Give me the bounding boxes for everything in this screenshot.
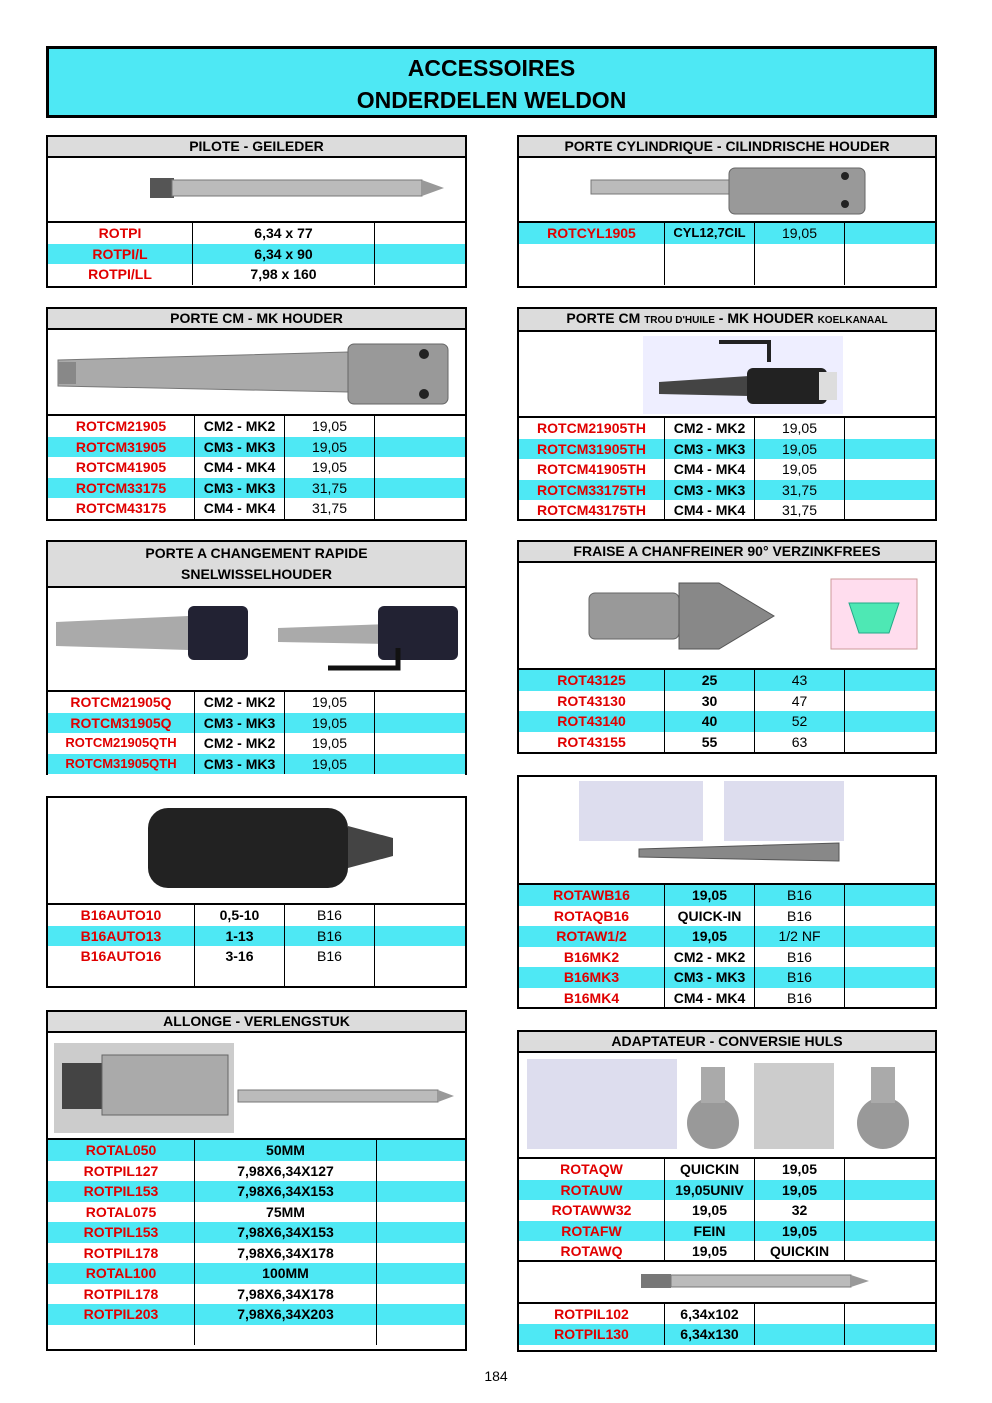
table-row[interactable]: B16MK2 CM2 - MK2 B16	[519, 947, 935, 968]
table-row[interactable]: ROT43140 40 52	[519, 711, 935, 732]
oil-hole-holder-icon	[519, 332, 935, 418]
extension-image	[48, 1033, 465, 1140]
table-row[interactable]: ROTCM21905 CM2 - MK2 19,05	[48, 416, 465, 437]
pilot-long-icon	[519, 1262, 935, 1304]
table-row[interactable]: ROTPIL127 7,98X6,34X127	[48, 1161, 465, 1182]
table-cylindrique	[519, 223, 935, 285]
table-row[interactable]: ROTAFW FEIN 19,05	[519, 1221, 935, 1242]
table-row[interactable]: ROT43125 25 43	[519, 670, 935, 691]
panel-adaptateur	[517, 1030, 937, 1352]
panel-title: PORTE CYLINDRIQUE - CILINDRISCHE HOUDER	[519, 137, 935, 158]
panel-arbor	[517, 775, 937, 1009]
header-line2: ONDERDELEN WELDON	[356, 87, 627, 113]
table-row[interactable]: ROTPIL130 6,34x130	[519, 1324, 935, 1345]
panel-cylindrique	[517, 135, 937, 288]
table-adaptateur	[519, 1159, 935, 1262]
panel-quick-change	[46, 540, 467, 775]
header-line1: ACCESSOIRES	[407, 55, 576, 81]
drill-chuck-icon	[48, 798, 465, 905]
table-chuck	[48, 905, 465, 986]
table-row[interactable]: B16AUTO13 1-13 B16	[48, 926, 465, 947]
quick-change-holder-icon	[48, 588, 465, 692]
adapter-image	[519, 1053, 935, 1159]
table-row[interactable]: ROTCM31905TH CM3 - MK3 19,05	[519, 439, 935, 460]
table-row[interactable]: ROTCM21905Q CM2 - MK2 19,05	[48, 692, 465, 713]
cylinder-holder-image	[519, 158, 935, 223]
panel-allonge	[46, 1010, 467, 1351]
table-row[interactable]: ROTAWQ 19,05 QUICKIN	[519, 1241, 935, 1262]
table-row[interactable]: ROTPIL153 7,98X6,34X153	[48, 1181, 465, 1202]
table-row[interactable]: ROTCM31905Q CM3 - MK3 19,05	[48, 713, 465, 734]
table-row[interactable]: ROTPI 6,34 x 77	[48, 223, 465, 244]
table-row[interactable]: ROTCM21905QTH CM2 - MK2 19,05	[48, 733, 465, 754]
panel-chuck	[46, 796, 467, 988]
table-row[interactable]: B16AUTO16 3-16 B16	[48, 946, 465, 986]
table-row[interactable]: ROTCM43175 CM4 - MK4 31,75	[48, 498, 465, 519]
table-row[interactable]: ROTAUW 19,05UNIV 19,05	[519, 1180, 935, 1201]
countersink-image	[519, 563, 935, 670]
table-row[interactable]: B16MK3 CM3 - MK3 B16	[519, 967, 935, 988]
table-row[interactable]: ROTAQB16 QUICK-IN B16	[519, 906, 935, 927]
adapter-sleeves-icon	[519, 1053, 935, 1159]
morse-taper-holder-icon	[48, 330, 465, 416]
countersink-icon	[519, 563, 935, 670]
cm-holder-image	[48, 330, 465, 416]
table-row[interactable]: ROTCM43175TH CM4 - MK4 31,75	[519, 500, 935, 521]
panel-title: PORTE A CHANGEMENT RAPIDE SNELWISSELHOUDER	[48, 542, 465, 588]
quick-change-image	[48, 588, 465, 692]
arbor-icon	[519, 777, 935, 885]
table-row[interactable]: ROTCM21905TH CM2 - MK2 19,05	[519, 418, 935, 439]
table-row[interactable]: ROTPIL102 6,34x102	[519, 1304, 935, 1325]
table-row[interactable]: ROTCM33175 CM3 - MK3 31,75	[48, 478, 465, 499]
table-row[interactable]: ROTCYL1905 CYL12,7CIL 19,05	[519, 223, 935, 244]
cm-th-holder-image	[519, 332, 935, 418]
table-row[interactable]: ROTPI/L 6,34 x 90	[48, 244, 465, 265]
table-arbor	[519, 885, 935, 1008]
table-row[interactable]	[48, 1325, 465, 1346]
pilot-long-image	[519, 1262, 935, 1304]
table-row[interactable]: ROTAL100 100MM	[48, 1263, 465, 1284]
table-fraise	[519, 670, 935, 752]
table-allonge	[48, 1140, 465, 1345]
pilot-drill-icon	[48, 158, 465, 223]
table-row[interactable]: ROTCM41905 CM4 - MK4 19,05	[48, 457, 465, 478]
panel-title: ADAPTATEUR - CONVERSIE HULS	[519, 1032, 935, 1053]
table-row[interactable]: ROT43130 30 47	[519, 691, 935, 712]
table-row[interactable]: ROTPIL178 7,98X6,34X178	[48, 1243, 465, 1264]
table-row[interactable]: ROT43155 55 63	[519, 732, 935, 753]
page-number: 184	[484, 1368, 508, 1384]
table-row[interactable]: ROTAL075 75MM	[48, 1202, 465, 1223]
arbor-image	[519, 777, 935, 885]
panel-porte-cm-th	[517, 307, 937, 521]
table-porte-cm	[48, 416, 465, 519]
panel-pilote	[46, 135, 467, 288]
table-row[interactable]: ROTAQW QUICKIN 19,05	[519, 1159, 935, 1180]
panel-title: FRAISE A CHANFREINER 90° VERZINKFREES	[519, 542, 935, 563]
table-row[interactable]: ROTPI/LL 7,98 x 160	[48, 264, 465, 285]
table-pilot-long	[519, 1304, 935, 1345]
table-porte-cm-th	[519, 418, 935, 521]
table-row[interactable]: ROTCM33175TH CM3 - MK3 31,75	[519, 480, 935, 501]
table-pilote	[48, 223, 465, 285]
panel-title: PILOTE - GEILEDER	[48, 137, 465, 158]
panel-title: PORTE CM TROU D'HUILE - MK HOUDER KOELKANAAL	[519, 309, 935, 332]
table-row[interactable]: ROTAL050 50MM	[48, 1140, 465, 1161]
panel-porte-cm	[46, 307, 467, 521]
table-quick-change	[48, 692, 465, 774]
table-row[interactable]: ROTAWW32 19,05 32	[519, 1200, 935, 1221]
chuck-image	[48, 798, 465, 905]
page-header	[46, 46, 937, 118]
table-row[interactable]	[519, 244, 935, 285]
extension-icon	[48, 1033, 465, 1140]
table-row[interactable]: B16AUTO10 0,5-10 B16	[48, 905, 465, 926]
table-row[interactable]: ROTPIL203 7,98X6,34X203	[48, 1304, 465, 1325]
cylinder-holder-icon	[519, 158, 935, 223]
panel-title: ALLONGE - VERLENGSTUK	[48, 1012, 465, 1033]
table-row[interactable]: ROTPIL153 7,98X6,34X153	[48, 1222, 465, 1243]
panel-fraise	[517, 540, 937, 754]
table-row[interactable]: ROTCM31905 CM3 - MK3 19,05	[48, 437, 465, 458]
table-row[interactable]: ROTAW1/2 19,05 1/2 NF	[519, 926, 935, 947]
panel-title: PORTE CM - MK HOUDER	[48, 309, 465, 330]
table-row[interactable]: B16MK4 CM4 - MK4 B16	[519, 988, 935, 1009]
table-row[interactable]: ROTAWB16 19,05 B16	[519, 885, 935, 906]
table-row[interactable]: ROTCM31905QTH CM3 - MK3 19,05	[48, 754, 465, 775]
table-row[interactable]: ROTPIL178 7,98X6,34X178	[48, 1284, 465, 1305]
table-row[interactable]: ROTCM41905TH CM4 - MK4 19,05	[519, 459, 935, 480]
pilot-image	[48, 158, 465, 223]
